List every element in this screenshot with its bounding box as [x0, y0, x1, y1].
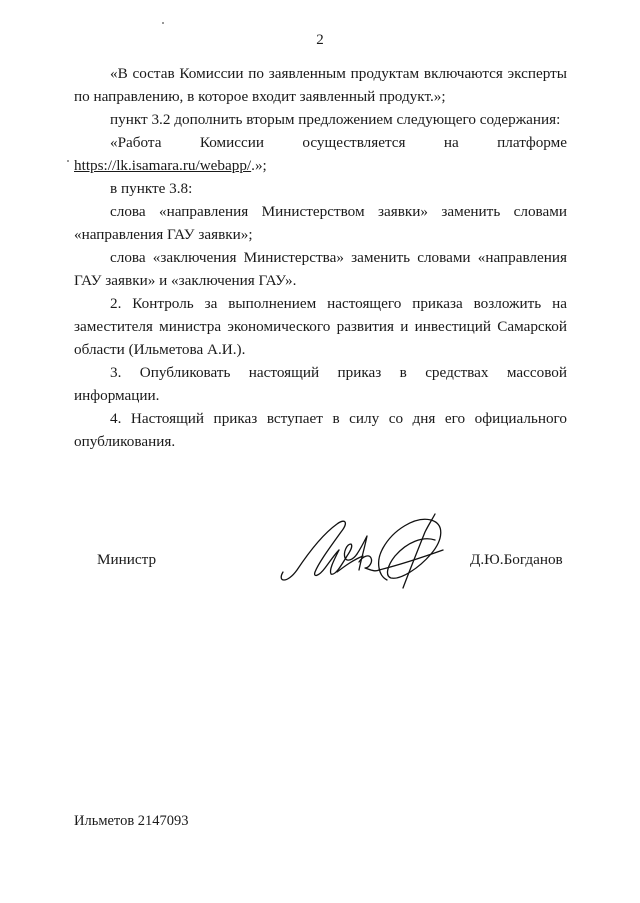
paragraph: «В состав Комиссии по заявленным продуктам включаются эксперты по направлению, в которое входит заявленный продукт.»;: [74, 65, 567, 105]
paragraph: 3. Опубликовать настоящий приказ в средствах массовой информации.: [74, 364, 567, 404]
paragraph-text: .»;: [251, 157, 267, 174]
signatory-name: Д.Ю.Богданов: [470, 551, 563, 568]
executor-info: Ильметов 2147093: [74, 813, 189, 829]
paragraph: [74, 131, 567, 177]
paragraph: слова «направления Министерством заявки» заменить словами «направления ГАУ заявки»;: [74, 203, 567, 243]
scan-speck: [162, 22, 164, 24]
paragraph-text: «Работа Комиссии осуществляется на платформе: [110, 134, 567, 151]
platform-link[interactable]: https://lk.isamara.ru/webapp/: [74, 157, 252, 174]
document-body: [74, 62, 567, 453]
scan-speck: [67, 160, 69, 162]
signature-block: [0, 510, 640, 600]
paragraph: 4. Настоящий приказ вступает в силу со дня его официального опубликования.: [74, 410, 567, 450]
page-number: 2: [316, 32, 324, 48]
paragraph: 2. Контроль за выполнением настоящего приказа возложить на заместителя министра экономического развития и инвестиций Самарской области (Ильметова А.И.).: [74, 295, 567, 358]
signatory-title: Министр: [97, 551, 157, 568]
paragraph: в пункте 3.8:: [110, 180, 193, 197]
paragraph: пункт 3.2 дополнить вторым предложением следующего содержания:: [110, 111, 561, 128]
paragraph: слова «заключения Министерства» заменить словами «направления ГАУ заявки» и «заключения ГАУ».: [74, 249, 567, 289]
handwritten-signature: [275, 510, 455, 596]
